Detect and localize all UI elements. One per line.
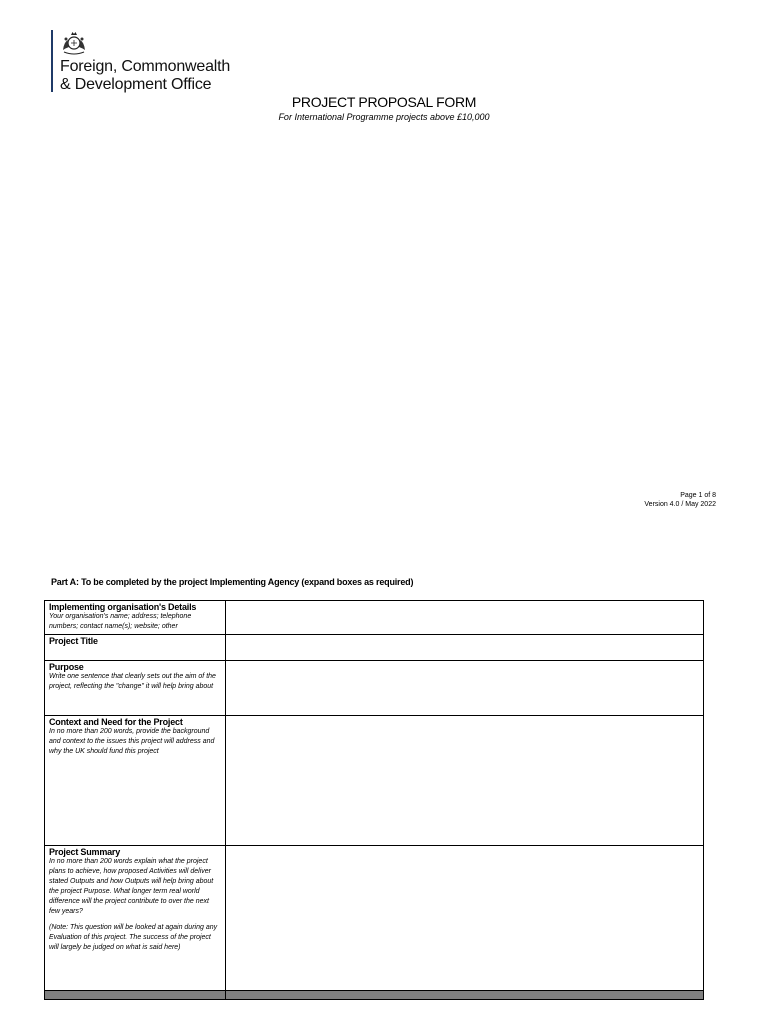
row-help-text: Write one sentence that clearly sets out the aim of the project, reflecting the "change" it will help bring about [49,673,216,690]
row-label-cell [45,635,226,661]
project-title-field[interactable] [226,635,704,661]
page-number: Page 1 of 8 [680,492,716,499]
table-row [45,716,704,846]
table-row [45,635,704,661]
row-help-text: Your organisation's name; address; telephone numbers; contact name(s); website; other [49,613,192,630]
project-summary-field[interactable] [226,846,704,991]
row-label-cell [45,716,226,846]
org-name-line1: Foreign, Commonwealth [60,58,231,75]
royal-coat-of-arms-icon [60,30,88,56]
fcdo-logo [51,30,231,93]
row-label: Implementing organisation's Details [49,602,197,612]
row-label: Purpose [49,662,84,672]
page-info [644,491,716,509]
row-label-cell [45,661,226,716]
row-label: Context and Need for the Project [49,717,183,727]
table-row [45,661,704,716]
part-a-heading: Part A: To be completed by the project Implementing Agency (expand boxes as required) [51,577,414,587]
row-note-text: (Note: This question will be looked at again during any Evaluation of this project. The success of the project will largely be judged on what is said here) [49,924,218,951]
row-label-cell [45,601,226,635]
version-info: Version 4.0 / May 2022 [644,501,716,508]
row-help-text: In no more than 200 words, provide the background and context to the issues this project will address and why the UK should fund this project [49,728,215,755]
org-name-line2: & Development Office [60,76,212,93]
footer-bar-left [45,991,226,1000]
implementing-org-details-field[interactable] [226,601,704,635]
proposal-form-table [44,600,704,1000]
table-row [45,601,704,635]
table-row [45,846,704,991]
row-help-text: In no more than 200 words explain what the project plans to achieve, how proposed Activities will deliver stated Outputs and how Outputs will help bring about the project Purpose. What longer term real world difference will the project contribute to over the next few years? [49,858,214,915]
context-need-field[interactable] [226,716,704,846]
document-title: PROJECT PROPOSAL FORM [291,94,477,110]
row-label: Project Summary [49,847,121,857]
row-label-cell [45,846,226,991]
purpose-field[interactable] [226,661,704,716]
footer-bar-right [226,991,704,1000]
row-label: Project Title [49,636,98,646]
table-footer-bar [45,991,704,1000]
document-subtitle: For International Programme projects above £10,000 [278,112,490,122]
